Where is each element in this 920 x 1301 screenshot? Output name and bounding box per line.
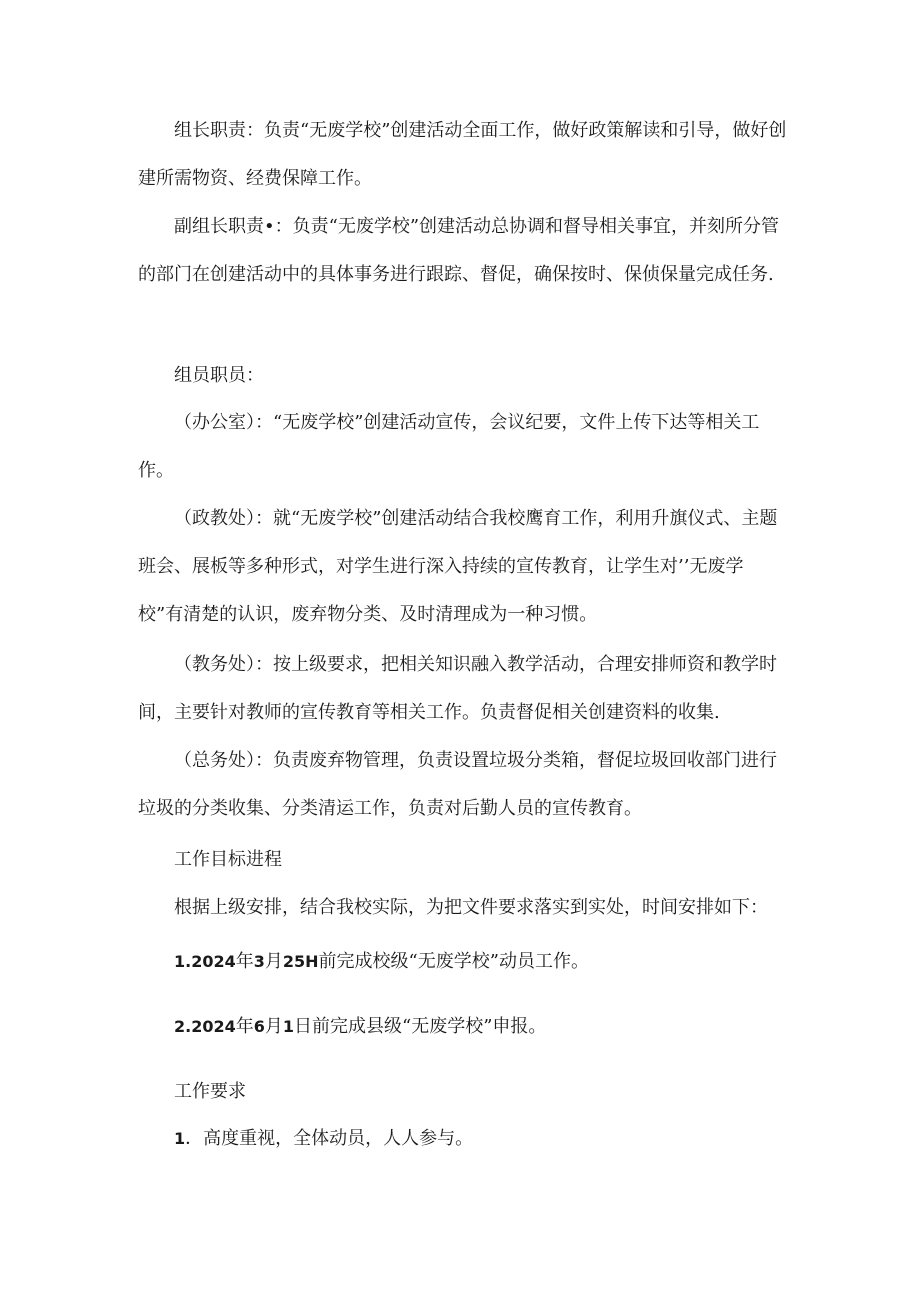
general-affairs-paragraph: （总务处）：负责废弃物管理，负责设置垃圾分类箱，督促垃圾回收部门进行垃圾的分类收集、分类清运工作，负责对后勤人员的宣传教育。 [138, 750, 777, 819]
schedule-item-1-day: 25H [282, 952, 319, 971]
schedule-item-2-month-unit: 月 [264, 1016, 283, 1037]
requirements-heading: 工作要求 [174, 1081, 246, 1102]
schedule-item-2-year-unit: 年 [235, 1016, 254, 1037]
schedule-intro: 根据上级安排，结合我校实际，为把文件要求落实到实处，时间安排如下： [174, 897, 768, 918]
progress-heading: 工作目标进程 [174, 849, 282, 870]
member-heading: 组员职员： [174, 365, 264, 386]
deputy-duty-paragraph: 副组长职责•：负责“无废学校”创建活动总协调和督导相关事宜，并刻所分管的部门在创建活动中的具体事务进行跟踪、督促，确保按时、保侦保量完成任务. [138, 216, 780, 285]
schedule-item-1-month-unit: 月 [264, 951, 283, 972]
requirement-item-1 [174, 1125, 473, 1153]
office-duty-paragraph: （办公室）：“无废学校”创建活动宣传，会议纪要，文件上传下达等相关工作。 [138, 412, 760, 481]
schedule-item-1-month: 3 [253, 952, 265, 971]
schedule-item-1-text: 前完成校级“无废学校”动员工作。 [318, 951, 589, 972]
schedule-item-2 [174, 1013, 546, 1041]
political-dept-paragraph: （政教处）：就“无废学校”创建活动结合我校鹰育工作，利用升旗仪式、主题班会、展板等多种形式，对学生进行深入持续的宣传教育，让学生对’’无废学校”有清楚的认识，废弃物分类、及时清理成为一种习惯。 [138, 508, 778, 625]
schedule-item-1 [174, 948, 589, 976]
schedule-item-2-month: 6 [253, 1017, 265, 1036]
schedule-item-1-year-unit: 年 [235, 951, 254, 972]
leader-duty-paragraph: 组长职责：负责“无废学校”创建活动全面工作，做好政策解读和引导，做好创建所需物资、经费保障工作。 [138, 120, 787, 189]
requirement-item-1-text: ．高度重视，全体动员，人人参与。 [185, 1128, 474, 1149]
schedule-item-2-prefix: 2.2024 [174, 1017, 236, 1036]
schedule-item-2-day: 1 [282, 1017, 295, 1036]
requirement-item-1-number: 1 [174, 1129, 186, 1148]
academic-dept-paragraph: （教务处）：按上级要求，把相关知识融入教学活动，合理安排师资和教学时间，主要针对教师的宣传教育等相关工作。负责督促相关创建资料的收集. [138, 654, 777, 723]
schedule-item-2-text: 日前完成县级“无废学校”申报。 [294, 1016, 547, 1037]
schedule-item-1-prefix: 1.2024 [174, 952, 236, 971]
